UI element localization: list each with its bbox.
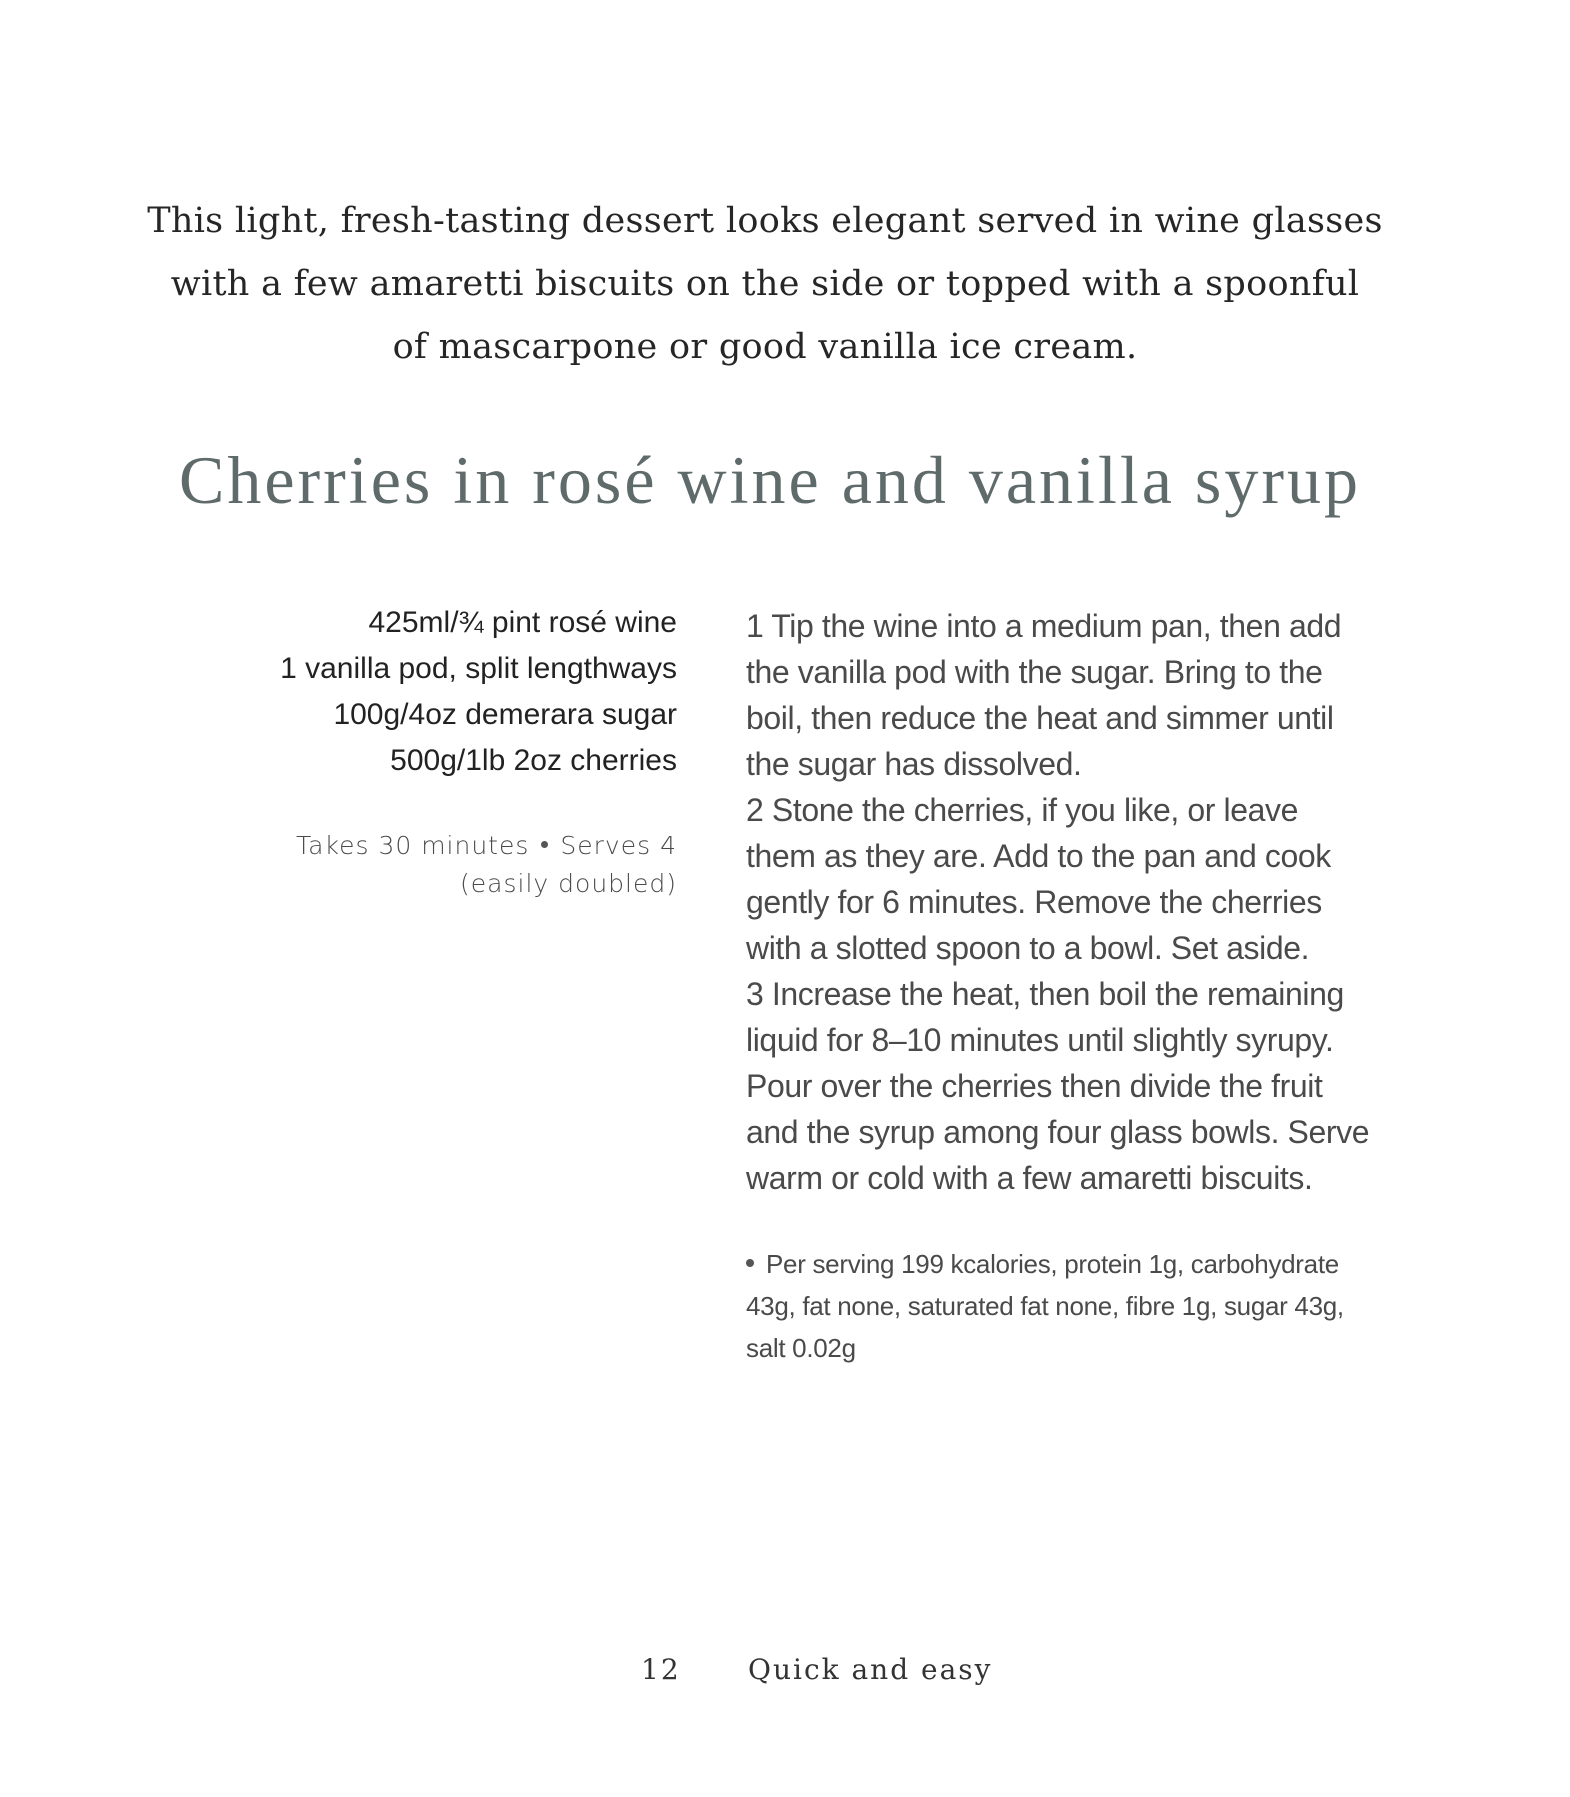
- method-line: gently for 6 minutes. Remove the cherries: [746, 884, 1322, 920]
- recipe-meta: [296, 827, 677, 903]
- method-steps: [746, 603, 1436, 1201]
- method-line: 3 Increase the heat, then boil the remaining: [746, 976, 1344, 1012]
- ingredient-item: 100g/4oz demerara sugar: [333, 698, 677, 731]
- ingredient-item: 425ml/¾ pint rosé wine: [368, 606, 677, 639]
- bullet-icon: [746, 1259, 754, 1267]
- method-line: the vanilla pod with the sugar. Bring to the: [746, 654, 1323, 690]
- nutrition-info: [746, 1243, 1436, 1369]
- section-title: Quick and easy: [748, 1653, 993, 1686]
- recipe-title: Cherries in rosé wine and vanilla syrup: [178, 442, 1362, 518]
- intro-paragraph: [120, 190, 1410, 379]
- serves-note: (easily doubled): [460, 869, 677, 898]
- intro-line: This light, fresh-tasting dessert looks elegant served in wine glasses: [147, 201, 1383, 241]
- nutrition-first-line: [746, 1243, 1436, 1285]
- method-line: them as they are. Add to the pan and cook: [746, 838, 1331, 874]
- method-line: liquid for 8–10 minutes until slightly syrupy.: [746, 1022, 1334, 1058]
- method-line: 2 Stone the cherries, if you like, or leave: [746, 792, 1298, 828]
- page-number: 12: [641, 1653, 681, 1686]
- method-line: warm or cold with a few amaretti biscuits.: [746, 1160, 1313, 1196]
- ingredient-item: 500g/1lb 2oz cherries: [390, 744, 677, 777]
- time-text: Takes 30 minutes: [296, 831, 530, 860]
- time-serves-line: [296, 827, 677, 865]
- intro-line: of mascarpone or good vanilla ice cream.: [392, 327, 1138, 367]
- method-line: with a slotted spoon to a bowl. Set aside.: [746, 930, 1310, 966]
- nutrition-line: 43g, fat none, saturated fat none, fibre 1g, sugar 43g,: [746, 1291, 1344, 1321]
- method-line: Pour over the cherries then divide the fruit: [746, 1068, 1323, 1104]
- method-line: and the syrup among four glass bowls. Serve: [746, 1114, 1370, 1150]
- serves-text: Serves 4: [560, 831, 677, 860]
- nutrition-line: salt 0.02g: [746, 1333, 856, 1363]
- bullet-icon: [541, 841, 548, 848]
- method-line: 1 Tip the wine into a medium pan, then add: [746, 608, 1342, 644]
- method-line: the sugar has dissolved.: [746, 746, 1082, 782]
- intro-line: with a few amaretti biscuits on the side or topped with a spoonful: [170, 264, 1360, 304]
- method-line: boil, then reduce the heat and simmer until: [746, 700, 1334, 736]
- ingredient-item: 1 vanilla pod, split lengthways: [280, 652, 677, 685]
- nutrition-text: Per serving 199 kcalories, protein 1g, carbohydrate: [766, 1249, 1339, 1279]
- ingredients-list: [280, 600, 677, 784]
